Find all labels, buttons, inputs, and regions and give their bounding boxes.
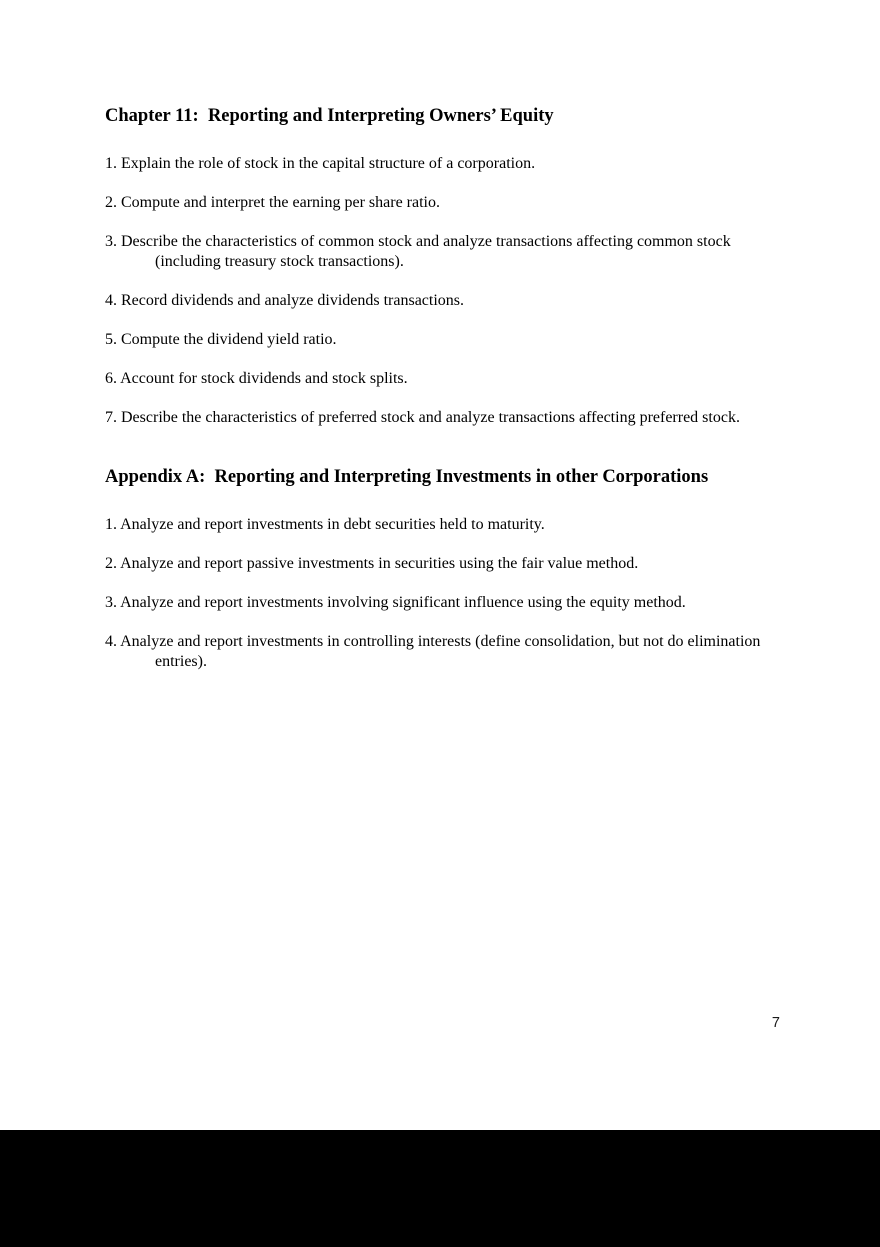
- appendix-objective-4: 4. Analyze and report investments in controlling interests (define consolidation, but not do elimination entries).: [105, 633, 761, 671]
- appendix-heading: Appendix A: Reporting and Interpreting Investments in other Corporations: [105, 467, 709, 488]
- chapter-objective-6: 6. Account for stock dividends and stock splits.: [105, 370, 408, 388]
- chapter-objective-4: 4. Record dividends and analyze dividends transactions.: [105, 292, 465, 310]
- chapter-objective-7: 7. Describe the characteristics of preferred stock and analyze transactions affecting preferred stock.: [105, 409, 740, 427]
- chapter-heading: Chapter 11: Reporting and Interpreting Owners’ Equity: [105, 106, 554, 126]
- page-number: 7: [771, 1015, 780, 1031]
- chapter-objective-5: 5. Compute the dividend yield ratio.: [105, 331, 337, 349]
- appendix-objective-3: 3. Analyze and report investments involving significant influence using the equity method.: [105, 594, 686, 612]
- bottom-black-bar: [0, 1130, 880, 1247]
- chapter-objective-2: 2. Compute and interpret the earning per share ratio.: [105, 194, 440, 212]
- appendix-objective-1: 1. Analyze and report investments in debt securities held to maturity.: [105, 516, 545, 534]
- appendix-objective-2: 2. Analyze and report passive investments in securities using the fair value method.: [105, 555, 639, 573]
- chapter-objective-3: 3. Describe the characteristics of common stock and analyze transactions affecting common stock (including treasury stock transactions).: [105, 233, 731, 271]
- chapter-objective-1: 1. Explain the role of stock in the capital structure of a corporation.: [105, 155, 536, 173]
